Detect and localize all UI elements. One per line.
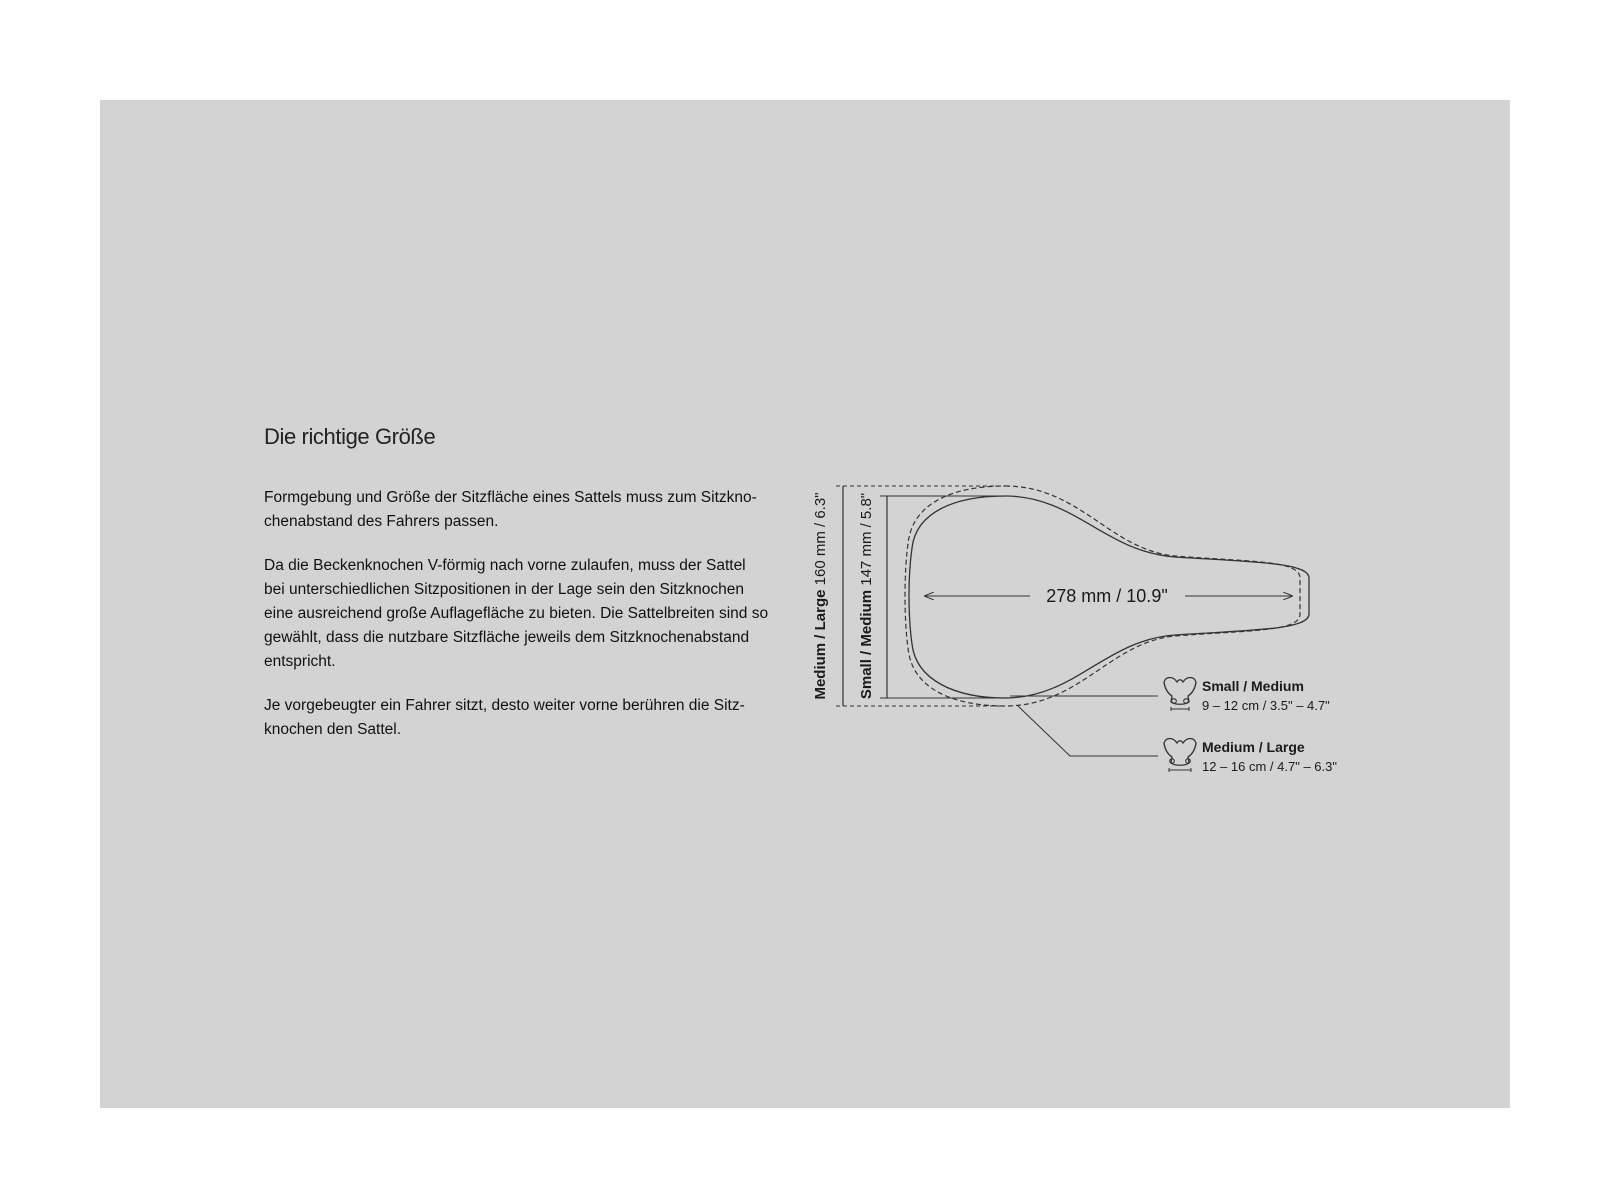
pelvis-icon [1164, 739, 1196, 773]
length-label: 278 mm / 10.9" [1046, 586, 1168, 606]
leader-line-medium-large [1018, 706, 1158, 756]
paragraph-3: Je vorgebeugter ein Fahrer sitzt, desto weiter vorne berühren die Sitz- knochen den Sattel. [264, 697, 745, 738]
legend-range-small-medium: 9 – 12 cm / 3.5" – 4.7" [1202, 698, 1330, 713]
width-value-medium-large: 160 mm / 6.3" [812, 492, 829, 586]
width-dimension-small-medium [880, 496, 1005, 698]
legend-item-small-medium [1164, 678, 1330, 714]
width-size-medium-large: Medium / Large [812, 589, 829, 700]
width-size-small-medium: Small / Medium [858, 589, 875, 700]
paragraph-1: Formgebung und Größe der Sitzfläche eines Sattels muss zum Sitzkno- chenabstand des Fahrers passen. [264, 489, 757, 530]
legend-item-medium-large [1164, 739, 1337, 775]
legend-range-medium-large: 12 – 16 cm / 4.7" – 6.3" [1202, 759, 1337, 774]
pelvis-icon [1164, 678, 1196, 712]
width-label-small-medium [858, 493, 875, 699]
legend-label-medium-large: Medium / Large [1202, 739, 1305, 755]
legend-label-small-medium: Small / Medium [1202, 678, 1304, 694]
width-value-small-medium: 147 mm / 5.8" [858, 492, 875, 586]
width-label-medium-large [812, 492, 829, 699]
paragraph-2: Da die Beckenknochen V-förmig nach vorne zulaufen, muss der Sattel bei unterschiedlichen Sitzpositionen in der Lage sein den Sitzknochen eine ausreichend große Auflagefläche zu bieten. Die Sattelbreiten sind so gewählt, dass die nutzbare Sitzfläche jeweils dem Sitzknochenabstand entspricht. [264, 557, 769, 670]
page-heading: Die richtige Größe [264, 424, 436, 449]
